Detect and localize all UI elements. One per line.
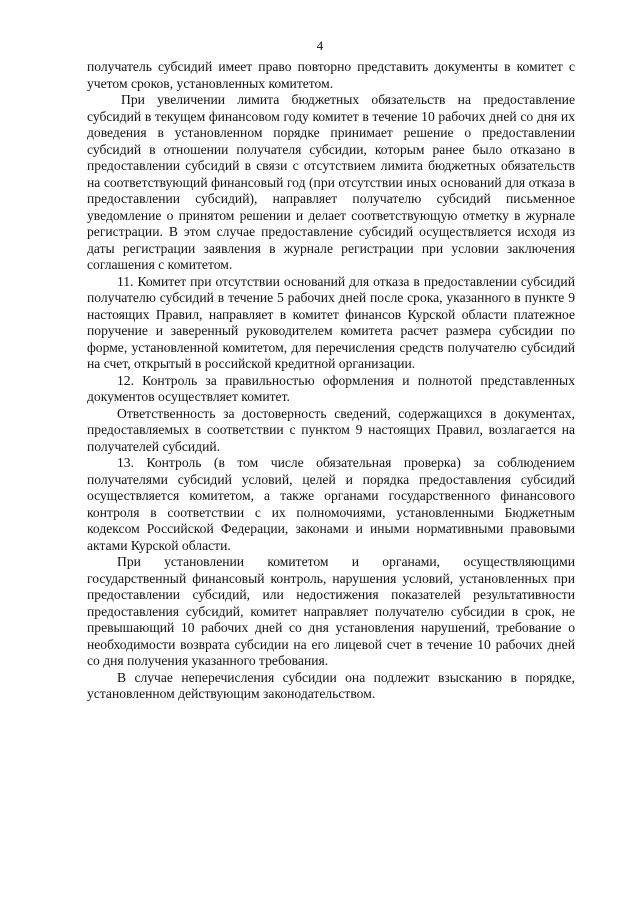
paragraph-item-13: 13. Контроль (в том числе обязательная проверка) за соблюдением получателями субсидий условий, целей и порядка предоставления субсидий осуществляется комитетом, а также органами государственного финансового контроля в соответствии с их полномочиями, установленными Бюджетным кодексом Российской Федерации, законами и иными нормативными правовыми актами Курской области. [87,455,575,553]
paragraph-budget-limit: При увеличении лимита бюджетных обязательств на предоставление субсидий в текущем финансовом году комитет в течение 10 рабочих дней со дня их доведения в установленном порядке принимает решение о предоставлении субсидий в отношении получателя субсидии, которым ранее было отказано в предоставлении субсидий в связи с отсутствием лимита бюджетных обязательств на соответствующий финансовый год (при отсутствии иных оснований для отказа в предоставлении субсидий), направляет получателю субсидий письменное уведомление о принятом решении и делает соответствующую отметку в журнале регистрации. В этом случае предоставление субсидий осуществляется исходя из даты регистрации заявления в журнале регистрации при условии заключения соглашения с комитетом. [87,92,575,272]
paragraph-item-12: 12. Контроль за правильностью оформления и полнотой представленных документов осуществляет комитет. [87,372,575,404]
paragraph-continuation: получатель субсидий имеет право повторно представить документы в комитет с учетом сроков, установленных комитетом. [87,59,575,91]
paragraph-responsibility: Ответственность за достоверность сведений, содержащихся в документах, предоставляемых в соответствии с пунктом 9 настоящих Правил, возлагается на получателей субсидий. [87,405,575,454]
page-number: 4 [316,38,324,53]
document-body [87,59,575,703]
paragraph-violations: При установлении комитетом и органами, осуществляющими государственный финансовый контроль, нарушения условий, установленных при предоставлении субсидий, или недостижения показателей результативности предоставления субсидий, комитет направляет получателю субсидии в срок, не превышающий 10 рабочих дней со дня установления нарушений, требование о необходимости возврата субсидии на его лицевой счет в течение 10 рабочих дней со дня получения указанного требования. [87,554,575,668]
paragraph-item-11: 11. Комитет при отсутствии оснований для отказа в предоставлении субсидий получателю субсидий в течение 5 рабочих дней после срока, указанного в пункте 9 настоящих Правил, направляет в комитет финансов Курской области платежное поручение и заверенный руководителем комитета расчет размера субсидии по форме, установленной комитетом, для перечисления средств получателю субсидий на счет, открытый в российской кредитной организации. [87,273,575,371]
paragraph-recovery: В случае неперечисления субсидии она подлежит взысканию в порядке, установленном действующим законодательством. [87,669,575,701]
